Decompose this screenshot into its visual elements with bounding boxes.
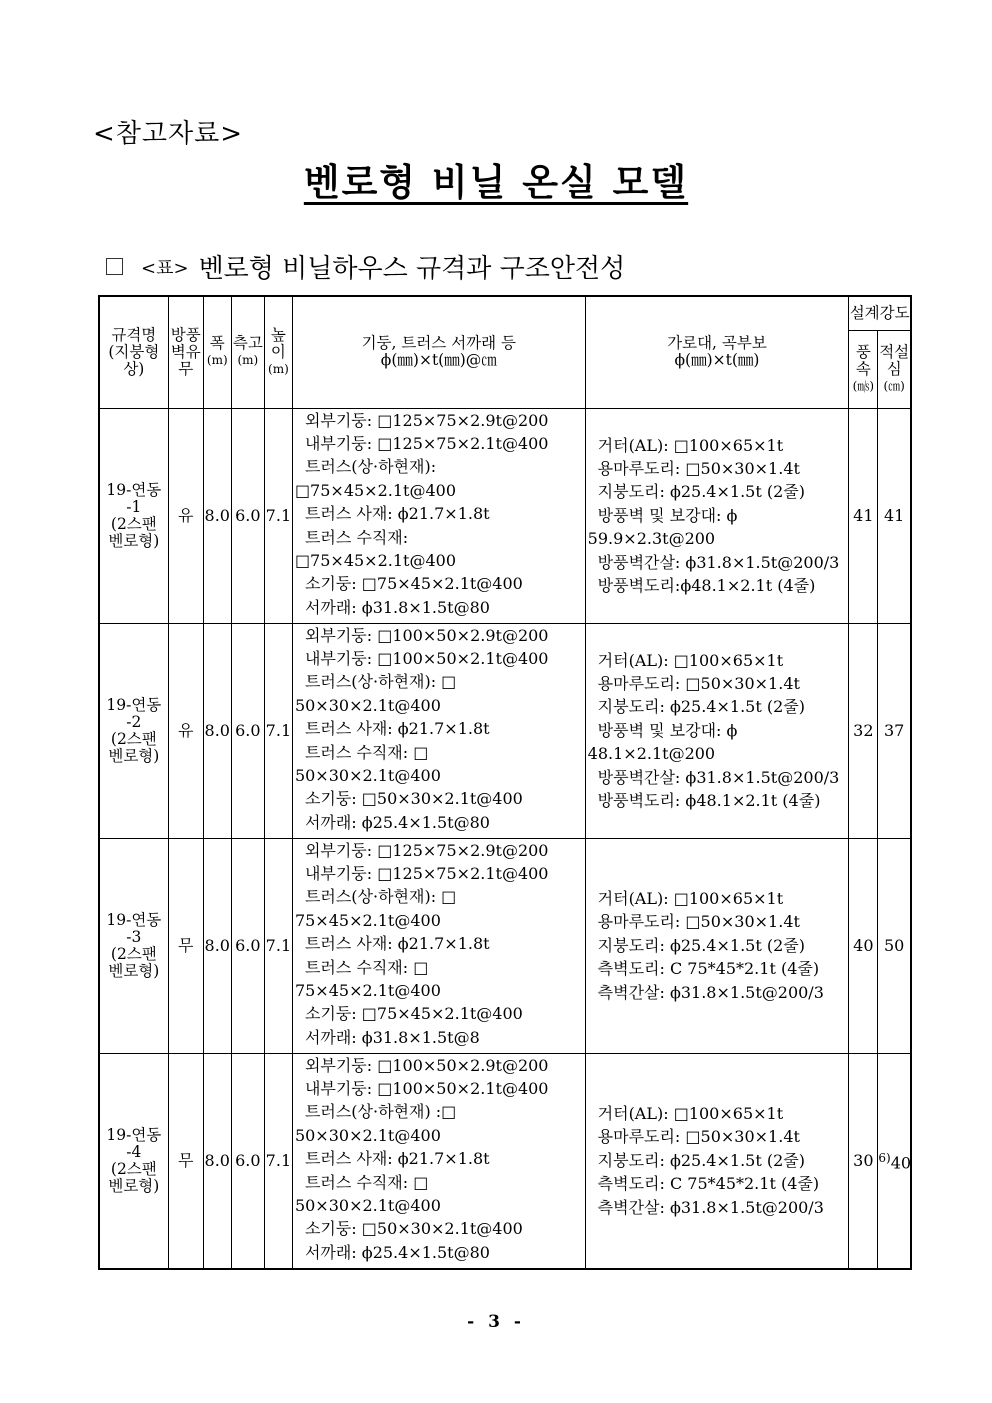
spec-line: 외부기둥: □100×50×2.9t@200	[304, 625, 549, 645]
spec-name-cell: 19-연동 -1 (2스팬 벤로형)	[99, 408, 168, 623]
spec-line: 측벽도리: C 75*45*2.1t (4줄)	[597, 959, 820, 979]
spec-table-body	[99, 408, 911, 1269]
snow-depth-cell	[878, 1053, 911, 1269]
table-row	[99, 838, 911, 1053]
spec-name-cell: 19-연동 -2 (2스팬 벤로형)	[99, 623, 168, 838]
spec-line: 트러스 사재: ϕ21.7×1.8t	[304, 504, 490, 524]
beams-cell	[585, 1053, 849, 1269]
spec-line: 방풍벽간살: ϕ31.8×1.5t@200/3	[597, 552, 840, 572]
spec-line: 트러스(상·하현재) :□	[304, 1102, 457, 1122]
spec-line: 트러스 수직재: □	[304, 957, 429, 977]
width-cell: 8.0	[203, 1053, 231, 1269]
spec-line: 측벽도리: C 75*45*2.1t (4줄)	[597, 1174, 820, 1194]
spec-line: 거터(AL): □100×65×1t	[597, 435, 784, 455]
spec-line: 거터(AL): □100×65×1t	[597, 1103, 784, 1123]
columns-truss-cell	[292, 623, 585, 838]
header-ridge-height: 높이 (m)	[264, 296, 292, 408]
header-design-strength: 설계강도	[849, 296, 911, 330]
header-windbreak: 방풍벽유무	[168, 296, 203, 408]
page-title-text: 벤로형 비닐 온실 모델	[303, 161, 689, 204]
spec-line: 용마루도리: □50×30×1.4t	[597, 673, 800, 693]
spec-line: 외부기둥: □125×75×2.9t@200	[304, 840, 549, 860]
spec-line: 트러스(상·하현재):	[304, 457, 437, 477]
spec-line: 용마루도리: □50×30×1.4t	[597, 912, 800, 932]
windbreak-cell: 무	[168, 1053, 203, 1269]
page-title	[0, 152, 992, 206]
spec-line: □75×45×2.1t@400	[294, 550, 456, 570]
spec-line: 지붕도리: ϕ25.4×1.5t (2줄)	[597, 697, 805, 717]
table-tag: <표>	[141, 257, 189, 279]
spec-line: 용마루도리: □50×30×1.4t	[597, 1127, 800, 1147]
reference-label: <참고자료>	[93, 119, 244, 149]
eave-height-cell: 6.0	[231, 1053, 264, 1269]
spec-line: 서까래: ϕ31.8×1.5t@80	[304, 597, 490, 617]
spec-line: 서까래: ϕ31.8×1.5t@8	[304, 1027, 480, 1047]
spec-line: 지붕도리: ϕ25.4×1.5t (2줄)	[597, 482, 805, 502]
spec-line: 트러스 수직재: □	[304, 742, 429, 762]
columns-truss-cell	[292, 838, 585, 1053]
spec-line: 트러스 사재: ϕ21.7×1.8t	[304, 934, 490, 954]
ridge-height-cell: 7.1	[264, 838, 292, 1053]
spec-line: 트러스(상·하현재): □	[304, 887, 457, 907]
spec-line: 거터(AL): □100×65×1t	[597, 650, 784, 670]
table-caption	[106, 248, 625, 285]
table-row	[99, 623, 911, 838]
footnote-mark: 6)	[878, 1150, 891, 1165]
spec-line: 지붕도리: ϕ25.4×1.5t (2줄)	[597, 935, 805, 955]
width-cell: 8.0	[203, 623, 231, 838]
spec-line: 서까래: ϕ25.4×1.5t@80	[304, 1242, 490, 1262]
spec-line: 소기둥: □50×30×2.1t@400	[304, 1219, 523, 1239]
table-caption-text: 벤로형 비닐하우스 규격과 구조안전성	[198, 254, 626, 284]
header-width: 폭 (m)	[203, 296, 231, 408]
spec-line: 트러스 수직재: □	[304, 1172, 429, 1192]
spec-line: 내부기둥: □125×75×2.1t@400	[304, 863, 549, 883]
snow-depth-cell: 41	[878, 408, 911, 623]
snow-depth-cell: 37	[878, 623, 911, 838]
spec-line: 소기둥: □50×30×2.1t@400	[304, 789, 523, 809]
spec-line: 거터(AL): □100×65×1t	[597, 888, 784, 908]
columns-truss-cell	[292, 408, 585, 623]
spec-line: 방풍벽간살: ϕ31.8×1.5t@200/3	[597, 767, 840, 787]
spec-name-cell: 19-연동 -3 (2스팬 벤로형)	[99, 838, 168, 1053]
spec-line: 용마루도리: □50×30×1.4t	[597, 458, 800, 478]
spec-line: 방풍벽 및 보강대: ϕ	[597, 505, 738, 525]
table-row	[99, 408, 911, 623]
spec-line: 소기둥: □75×45×2.1t@400	[304, 1004, 523, 1024]
spec-line: 서까래: ϕ25.4×1.5t@80	[304, 812, 490, 832]
eave-height-cell: 6.0	[231, 623, 264, 838]
wind-speed-cell: 32	[849, 623, 878, 838]
spec-line: 방풍벽도리: ϕ48.1×2.1t (4줄)	[597, 791, 821, 811]
spec-line: 트러스 수직재:	[304, 527, 409, 547]
width-cell: 8.0	[203, 838, 231, 1053]
header-columns-truss: 기둥, 트러스 서까래 등 ϕ(㎜)×t(㎜)@㎝	[292, 296, 585, 408]
spec-line: 75×45×2.1t@400	[294, 910, 441, 930]
header-spec-name: 규격명 (지붕형 상)	[99, 296, 168, 408]
windbreak-cell: 유	[168, 408, 203, 623]
beams-cell	[585, 623, 849, 838]
header-eave-height: 측고 (m)	[231, 296, 264, 408]
windbreak-cell: 유	[168, 623, 203, 838]
spec-line: 트러스(상·하현재): □	[304, 672, 457, 692]
spec-line: 48.1×2.1t@200	[587, 744, 716, 764]
columns-truss-cell	[292, 1053, 585, 1269]
ridge-height-cell: 7.1	[264, 408, 292, 623]
spec-line: 내부기둥: □125×75×2.1t@400	[304, 433, 549, 453]
spec-line: 내부기둥: □100×50×2.1t@400	[304, 1078, 549, 1098]
width-cell: 8.0	[203, 408, 231, 623]
beams-cell	[585, 408, 849, 623]
eave-height-cell: 6.0	[231, 408, 264, 623]
spec-line: 방풍벽 및 보강대: ϕ	[597, 720, 738, 740]
snow-depth-value: 40	[890, 1152, 912, 1172]
wind-speed-cell: 30	[849, 1053, 878, 1269]
page-number: - 3 -	[467, 1312, 525, 1332]
spec-table	[98, 295, 912, 1270]
spec-name-cell: 19-연동 -4 (2스팬 벤로형)	[99, 1053, 168, 1269]
beams-cell	[585, 838, 849, 1053]
ridge-height-cell: 7.1	[264, 1053, 292, 1269]
table-row	[99, 1053, 911, 1269]
spec-line: 방풍벽도리:ϕ48.1×2.1t (4줄)	[597, 576, 816, 596]
spec-line: 59.9×2.3t@200	[587, 529, 716, 549]
spec-line: 외부기둥: □100×50×2.9t@200	[304, 1055, 549, 1075]
spec-line: 측벽간살: ϕ31.8×1.5t@200/3	[597, 1197, 824, 1217]
spec-line: 75×45×2.1t@400	[294, 980, 441, 1000]
spec-line: 소기둥: □75×45×2.1t@400	[304, 574, 523, 594]
checkbox-bullet-icon	[106, 258, 123, 275]
spec-line: 외부기둥: □125×75×2.9t@200	[304, 410, 549, 430]
wind-speed-cell: 40	[849, 838, 878, 1053]
wind-speed-cell: 41	[849, 408, 878, 623]
spec-line: 50×30×2.1t@400	[294, 765, 441, 785]
spec-line: 50×30×2.1t@400	[294, 1195, 441, 1215]
spec-line: 50×30×2.1t@400	[294, 1125, 441, 1145]
spec-line: 50×30×2.1t@400	[294, 695, 441, 715]
spec-line: 지붕도리: ϕ25.4×1.5t (2줄)	[597, 1150, 805, 1170]
header-snow-depth: 적설심 (㎝)	[878, 330, 911, 408]
ridge-height-cell: 7.1	[264, 623, 292, 838]
spec-line: □75×45×2.1t@400	[294, 480, 456, 500]
spec-line: 측벽간살: ϕ31.8×1.5t@200/3	[597, 982, 824, 1002]
header-wind-speed: 풍속 (㎧)	[849, 330, 878, 408]
spec-line: 내부기둥: □100×50×2.1t@400	[304, 648, 549, 668]
windbreak-cell: 무	[168, 838, 203, 1053]
snow-depth-cell: 50	[878, 838, 911, 1053]
spec-line: 트러스 사재: ϕ21.7×1.8t	[304, 1149, 490, 1169]
header-beams: 가로대, 곡부보 ϕ(㎜)×t(㎜)	[585, 296, 849, 408]
spec-line: 트러스 사재: ϕ21.7×1.8t	[304, 719, 490, 739]
eave-height-cell: 6.0	[231, 838, 264, 1053]
